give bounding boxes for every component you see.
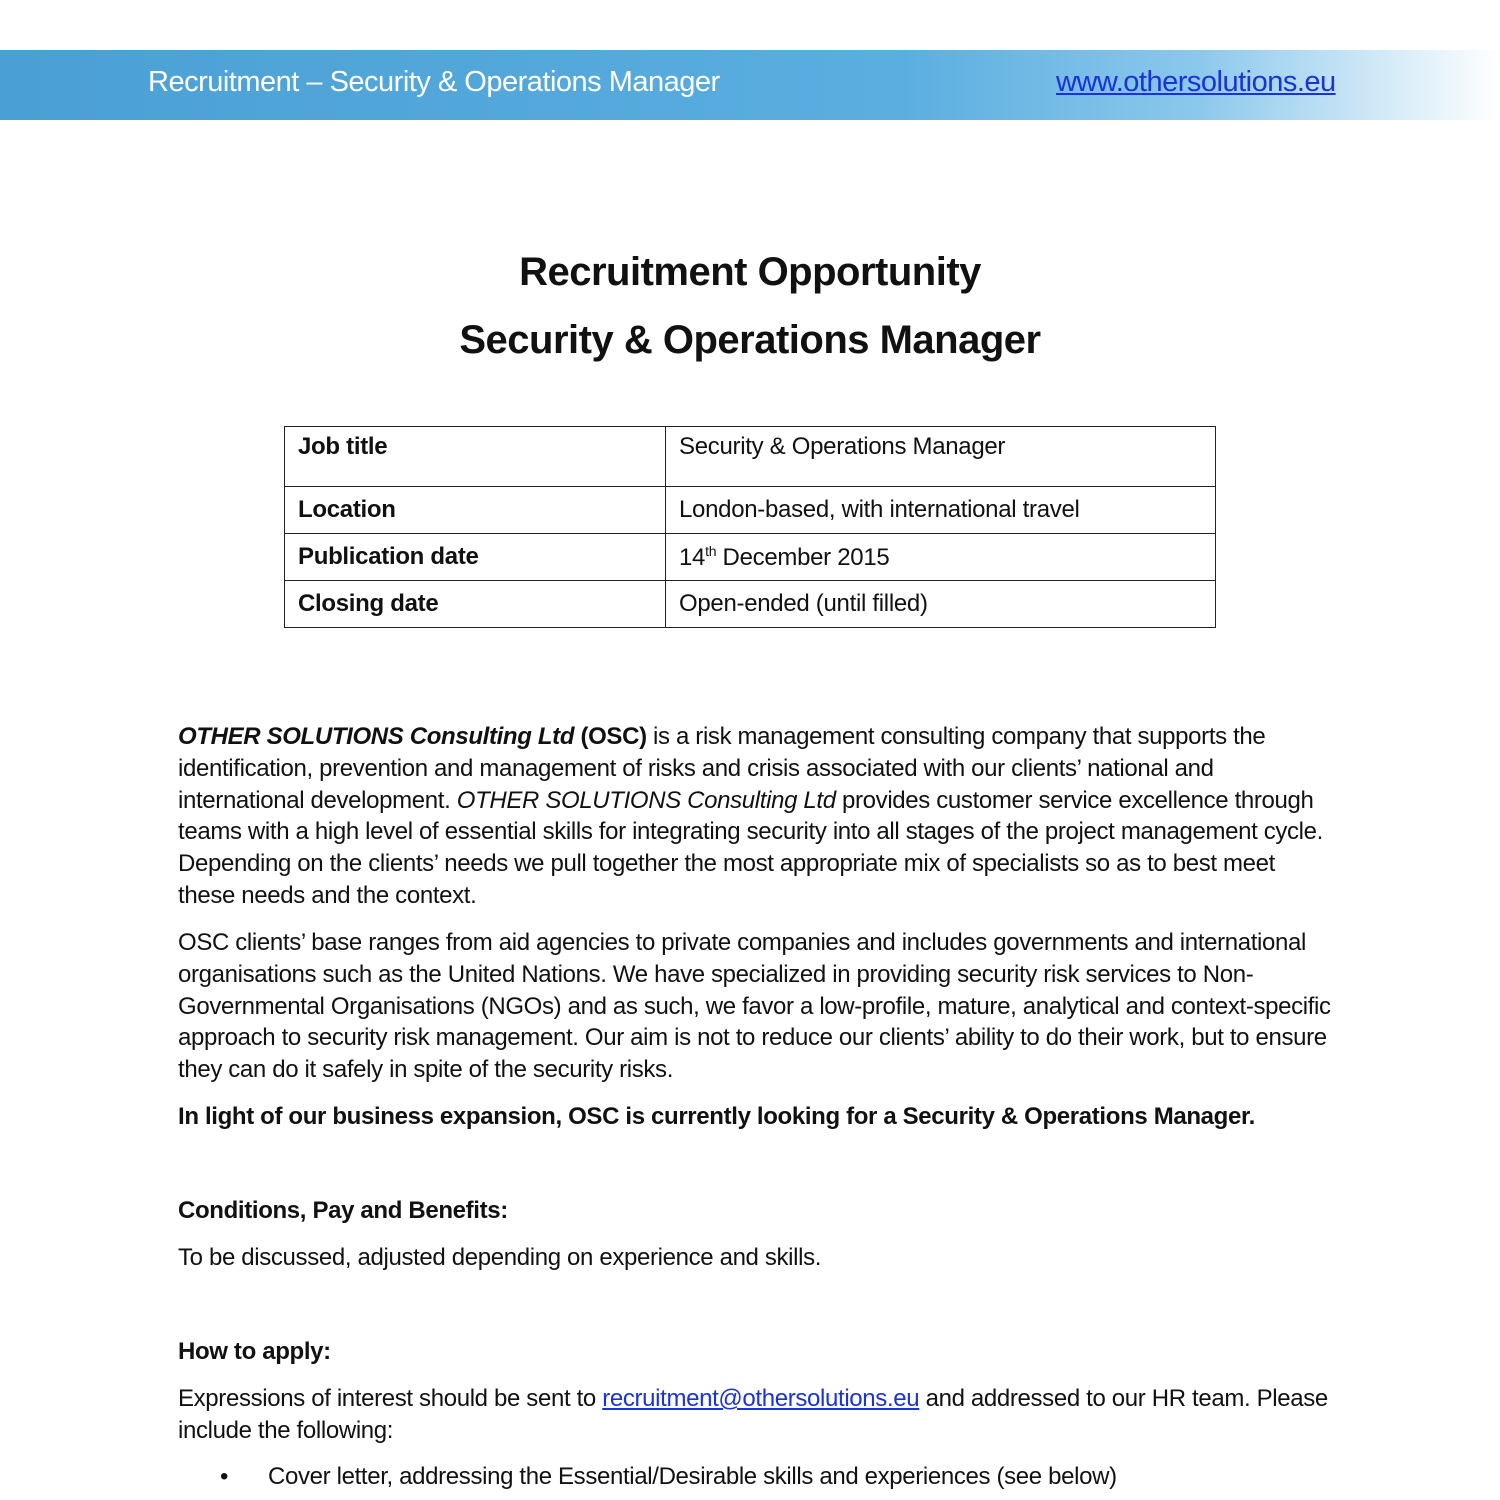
table-row xyxy=(285,487,1216,534)
closing-date-label: Closing date xyxy=(285,581,666,628)
job-title-label: Job title xyxy=(285,427,666,487)
apply-text xyxy=(178,1383,1338,1447)
clients-paragraph: OSC clients’ base ranges from aid agencies to private companies and includes governments and international organisations such as the United Nations. We have specialized in providing security risk services to Non-Governmental Organisations (NGOs) and as such, we favor a low-profile, mature, analytical and context-specific approach to security risk management. Our aim is not to reduce our clients’ ability to do their work, but to ensure they can do it safely in spite of the security risks. xyxy=(178,929,1331,1084)
location-value: London-based, with international travel xyxy=(666,487,1216,534)
intro-paragraph xyxy=(178,721,1338,912)
expansion-statement: In light of our business expansion, OSC is currently looking for a Security & Operations Manager. xyxy=(178,1103,1255,1130)
company-abbrev: (OSC) xyxy=(580,723,647,750)
company-name: OTHER SOLUTIONS Consulting Ltd xyxy=(178,723,575,750)
apply-text-after: and addressed to our HR team. Please include the following: xyxy=(178,1385,1328,1444)
header-title: Recruitment – Security & Operations Manager xyxy=(148,66,720,98)
intro-text-b: provides customer service excellence through teams with a high level of essential skills for integrating security into all stages of the project management cycle. Depending on the clients’ needs we pull together the most appropriate mix of specialists so as to best meet these needs and the context. xyxy=(178,786,1323,909)
publication-day-suffix: th xyxy=(705,542,717,559)
bullet-icon: • xyxy=(220,1463,229,1490)
location-label: Location xyxy=(285,487,666,534)
table-row xyxy=(285,581,1216,628)
website-link[interactable]: www.othersolutions.eu xyxy=(1056,66,1336,98)
closing-date-value: Open-ended (until filled) xyxy=(666,581,1216,628)
publication-day: 14 xyxy=(679,543,706,571)
bullet-text: Cover letter, addressing the Essential/Desirable skills and experiences (see below) xyxy=(268,1463,1117,1490)
publication-date-value xyxy=(666,534,1216,581)
intro-text-a: is a risk management consulting company that supports the identification, prevention and management of risks and crisis associated with our clients’ national and international development. xyxy=(178,723,1266,814)
conditions-text: To be discussed, adjusted depending on experience and skills. xyxy=(178,1244,822,1271)
company-name-2: OTHER SOLUTIONS Consulting Ltd xyxy=(456,786,836,814)
publication-date-label: Publication date xyxy=(285,534,666,581)
publication-month-year: December 2015 xyxy=(716,543,890,571)
table-row xyxy=(285,534,1216,581)
table-row xyxy=(285,427,1216,487)
page-title: Recruitment Opportunity xyxy=(519,250,981,294)
page-subtitle: Security & Operations Manager xyxy=(459,318,1041,362)
apply-text-before: Expressions of interest should be sent to xyxy=(178,1385,603,1412)
apply-heading: How to apply: xyxy=(178,1338,331,1365)
conditions-heading: Conditions, Pay and Benefits: xyxy=(178,1197,508,1224)
list-item xyxy=(220,1463,1117,1491)
job-details-table xyxy=(284,426,1216,628)
recruitment-email-link[interactable]: recruitment@othersolutions.eu xyxy=(602,1385,920,1412)
job-title-value: Security & Operations Manager xyxy=(666,427,1216,487)
